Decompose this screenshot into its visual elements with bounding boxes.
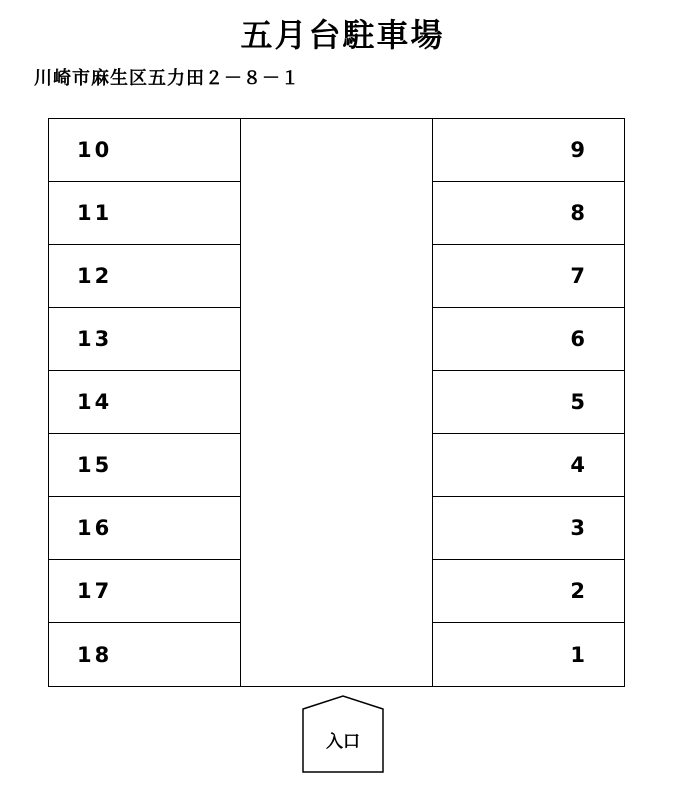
parking-space: [433, 434, 624, 497]
parking-space: [433, 560, 624, 623]
parking-space: [49, 497, 240, 560]
parking-space: [49, 371, 240, 434]
space-number: 5: [570, 390, 588, 414]
parking-space: [49, 245, 240, 308]
space-number: 6: [570, 327, 588, 351]
parking-space: [49, 119, 240, 182]
space-number: 4: [570, 453, 588, 477]
parking-space: [49, 623, 240, 686]
left-parking-row: [49, 119, 241, 686]
space-number: 15: [77, 453, 113, 477]
parking-space: [49, 308, 240, 371]
space-number: 7: [570, 264, 588, 288]
driveway-aisle: [241, 119, 432, 686]
address-text: 川崎市麻生区五力田２－８－１: [34, 68, 300, 89]
parking-space: [433, 623, 624, 686]
space-number: 17: [77, 579, 113, 603]
parking-space: [433, 371, 624, 434]
space-number: 13: [77, 327, 113, 351]
space-number: 8: [570, 201, 588, 225]
right-parking-row: [432, 119, 624, 686]
parking-space: [49, 434, 240, 497]
parking-space: [433, 119, 624, 182]
space-number: 3: [570, 516, 588, 540]
space-number: 18: [77, 642, 113, 667]
space-number: 9: [570, 138, 588, 162]
parking-space: [49, 182, 240, 245]
space-number: 14: [77, 390, 113, 414]
space-number: 12: [77, 264, 113, 288]
entrance-marker: [302, 695, 384, 773]
space-number: 11: [77, 201, 113, 225]
parking-lot-map: [48, 118, 625, 687]
space-number: 1: [570, 642, 588, 667]
space-number: 16: [77, 516, 113, 540]
space-number: 10: [77, 138, 113, 162]
space-number: 2: [570, 579, 588, 603]
parking-space: [433, 245, 624, 308]
parking-space: [433, 182, 624, 245]
entrance-label: 入口: [326, 732, 360, 752]
page-title: 五月台駐車場: [240, 16, 445, 54]
parking-space: [433, 308, 624, 371]
parking-space: [49, 560, 240, 623]
parking-space: [433, 497, 624, 560]
